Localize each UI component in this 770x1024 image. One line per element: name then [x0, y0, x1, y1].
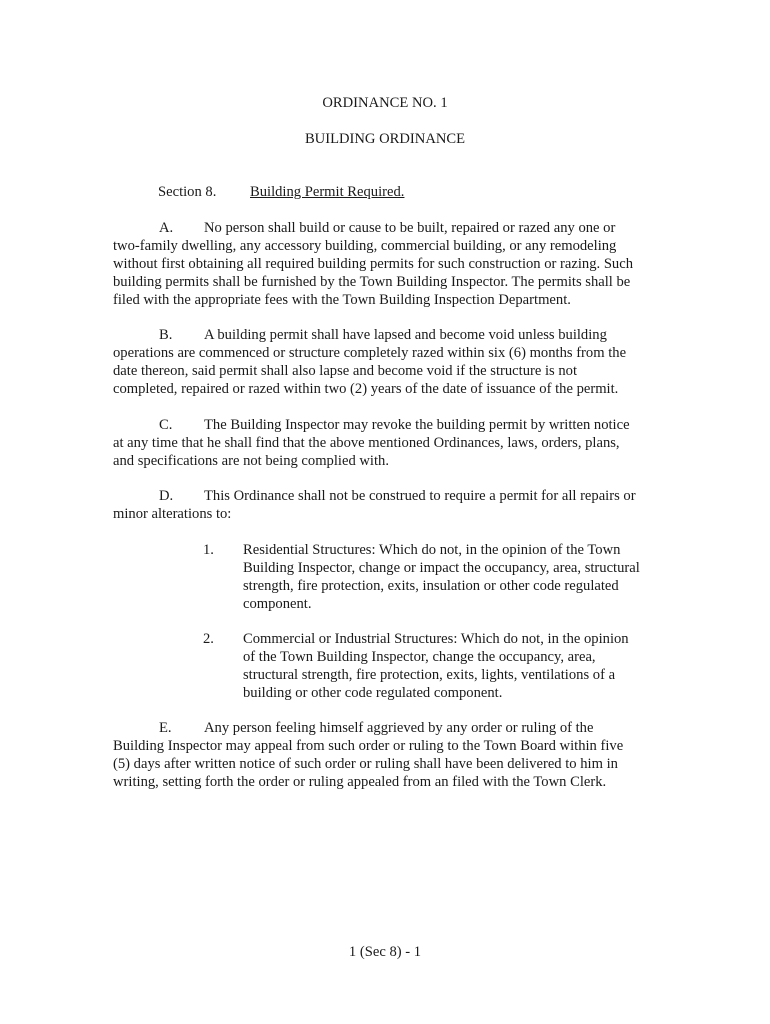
- paragraph-line: without first obtaining all required building permits for such construction or razing. Such: [113, 256, 634, 272]
- paragraph-line: No person shall build or cause to be built, repaired or razed any one or: [204, 220, 616, 236]
- paragraph-line: filed with the appropriate fees with the Town Building Inspection Department.: [113, 292, 571, 308]
- paragraph-line: The Building Inspector may revoke the building permit by written notice: [204, 417, 630, 433]
- list-number: 2.: [203, 631, 214, 647]
- paragraph-label: D.: [159, 488, 174, 504]
- paragraph-line: completed, repaired or razed within two (2) years of the date of issuance of the permit.: [113, 381, 619, 397]
- paragraph-d: [113, 487, 656, 523]
- paragraph-label: B.: [159, 327, 173, 343]
- paragraph-line: A building permit shall have lapsed and become void unless building: [204, 327, 607, 343]
- list-line: Commercial or Industrial Structures: Which do not, in the opinion: [243, 631, 629, 647]
- paragraph-label: E.: [159, 720, 172, 736]
- list-line: of the Town Building Inspector, change the occupancy, area,: [243, 649, 596, 665]
- paragraph-line: building permits shall be furnished by the Town Building Inspector. The permits shall be: [113, 274, 631, 290]
- list-line: Residential Structures: Which do not, in the opinion of the Town: [243, 542, 621, 558]
- paragraph-line: date thereon, said permit shall also lapse and become void if the structure is not: [113, 363, 578, 379]
- paragraph-line: Building Inspector may appeal from such order or ruling to the Town Board within five: [113, 738, 624, 754]
- list-line: component.: [243, 596, 312, 612]
- paragraph-line: writing, setting forth the order or ruling appealed from an filed with the Town Clerk.: [113, 774, 607, 790]
- section-heading: [158, 183, 405, 201]
- paragraph-line: and specifications are not being complied with.: [113, 453, 389, 469]
- section-number: Section 8.: [158, 184, 217, 200]
- paragraph-label: A.: [159, 220, 174, 236]
- paragraph-line: two-family dwelling, any accessory building, commercial building, or any remodeling: [113, 238, 617, 254]
- paragraph-line: at any time that he shall find that the above mentioned Ordinances, laws, orders, plans,: [113, 435, 620, 451]
- list-line: Building Inspector, change or impact the occupancy, area, structural: [243, 560, 640, 576]
- paragraph-line: This Ordinance shall not be construed to require a permit for all repairs or: [204, 488, 636, 504]
- ordinance-number: ORDINANCE NO. 1: [322, 95, 448, 111]
- paragraph-b: [113, 326, 656, 398]
- list-line: strength, fire protection, exits, insulation or other code regulated: [243, 578, 619, 594]
- ordinance-title: BUILDING ORDINANCE: [304, 131, 466, 147]
- paragraph-c: [113, 416, 656, 470]
- paragraph-label: C.: [159, 417, 173, 433]
- paragraph-e: [113, 719, 656, 791]
- paragraph-line: (5) days after written notice of such order or ruling shall have been delivered to him in: [113, 756, 618, 772]
- list-line: building or other code regulated component.: [243, 685, 503, 701]
- paragraph-line: Any person feeling himself aggrieved by any order or ruling of the: [204, 720, 594, 736]
- list-line: structural strength, fire protection, exits, lights, ventilations of a: [243, 667, 616, 683]
- paragraph-line: minor alterations to:: [113, 506, 232, 522]
- page-number: 1 (Sec 8) - 1: [348, 944, 422, 960]
- paragraph-line: operations are commenced or structure completely razed within six (6) months from the: [113, 345, 627, 361]
- paragraph-a: [113, 219, 656, 309]
- section-title: Building Permit Required.: [250, 184, 405, 200]
- list-number: 1.: [203, 542, 214, 558]
